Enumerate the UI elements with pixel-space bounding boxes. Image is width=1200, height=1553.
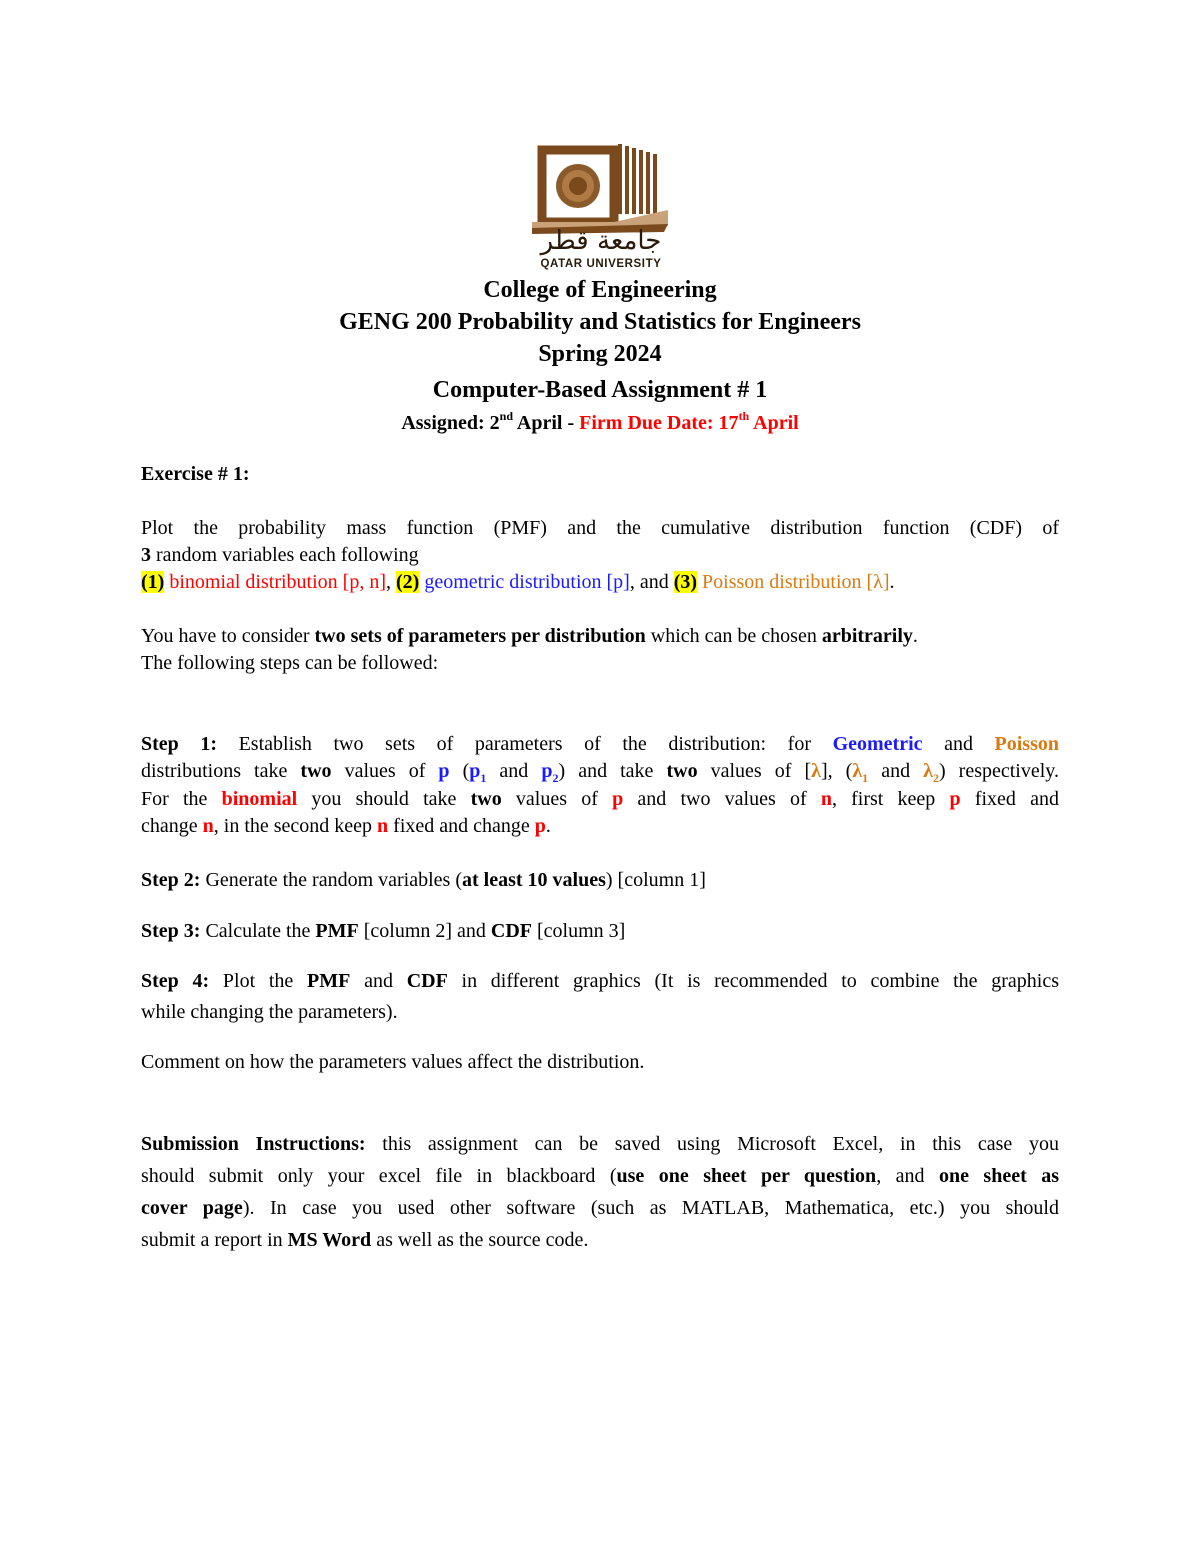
college-title: College of Engineering: [483, 277, 717, 303]
item1-number: (1): [141, 571, 165, 593]
exercise-intro-line2: 3 random variables each following: [141, 544, 419, 566]
due-month: April: [749, 412, 799, 434]
step1-line4: change n, in the second keep n fixed and change p.: [141, 815, 551, 837]
step3-line: Step 3: Calculate the PMF [column 2] and CDF [column 3]: [141, 920, 626, 942]
assigned-sup: nd: [499, 409, 514, 424]
step4-line1: Step 4: Plot the PMF and CDF in different graphics (It is recommended to combine the graphics: [141, 970, 1059, 992]
step4-line2: while changing the parameters).: [141, 1001, 398, 1023]
submission-line4: submit a report in MS Word as well as the source code.: [141, 1229, 589, 1251]
item2-geometric: geometric distribution [p]: [419, 571, 630, 593]
course-title: GENG 200 Probability and Statistics for Engineers: [339, 309, 861, 335]
item2-number: (2): [395, 571, 420, 593]
assigned-label: Assigned: 2: [401, 412, 500, 434]
item1-binomial: binomial distribution [p, n]: [164, 571, 386, 593]
item3-poisson: Poisson distribution [λ]: [697, 571, 890, 593]
logo-english-text: QATAR UNIVERSITY: [540, 258, 662, 270]
exercise-intro-line1: Plot the probability mass function (PMF) and the cumulative distribution function (CDF) of: [141, 517, 1059, 539]
assigned-dates: [0, 410, 1200, 436]
due-sup: th: [738, 409, 750, 424]
submission-instructions: [141, 1128, 1059, 1256]
logo-arabic-text: جامعة قطر: [540, 226, 662, 256]
exercise-title: Exercise # 1:: [141, 463, 250, 485]
comment-line: Comment on how the parameters values affect the distribution.: [141, 1051, 645, 1073]
distribution-list: (1) binomial distribution [p, n], (2) geometric distribution [p], and (3) Poisson distribution [λ].: [141, 571, 895, 593]
step1-line2: distributions take two values of p ($p_1$ and $p_2$) and take two values of [λ], ($\lambda_1$ and $\lambda_2$) respectively.: [141, 760, 1059, 785]
step1-line1: Step 1: Establish two sets of parameters of the distribution: for Geometric and Poisson: [141, 733, 1059, 755]
submission-line2: should submit only your excel file in blackboard (use one sheet per question, and one sheet as: [141, 1165, 1059, 1187]
assigned-month: April -: [513, 412, 580, 434]
submission-line3: cover page). In case you used other software (such as MATLAB, Mathematica, etc.) you should: [141, 1197, 1059, 1219]
assignment-title: Computer-Based Assignment # 1: [432, 377, 768, 403]
item3-number: (3): [673, 571, 698, 593]
term-title: Spring 2024: [538, 341, 662, 367]
due-label: Firm Due Date: 17: [579, 412, 739, 434]
submission-line1: Submission Instructions: this assignment can be saved using Microsoft Excel, in this case you: [141, 1133, 1059, 1155]
logo-building-mark: [532, 144, 668, 234]
consider-paragraph: You have to consider two sets of parameters per distribution which can be chosen arbitrarily.: [141, 625, 918, 647]
following-line: The following steps can be followed:: [141, 652, 439, 674]
step1-line3: For the binomial you should take two values of p and two values of n, first keep p fixed and: [141, 788, 1059, 810]
step2-line: Step 2: Generate the random variables (at least 10 values) [column 1]: [141, 869, 706, 891]
